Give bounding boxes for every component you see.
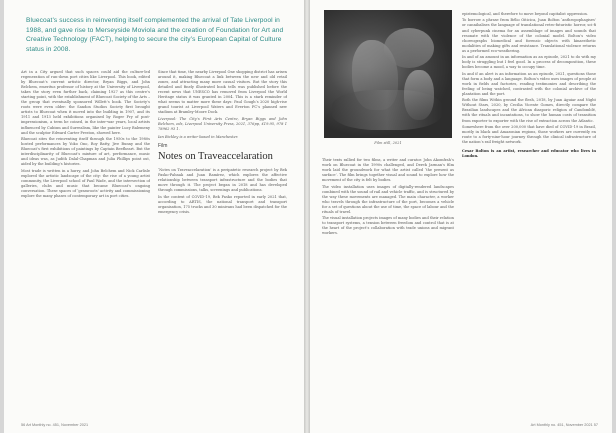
paragraph: Both the films Within ground the flesh, 2018, by Juan Aguiar and Night Without Stars, 2020, by Cecilia Vicente Gomes, directly compare the Brazilian landscapes and the African diasporic religion of Candomblé, with the rituals and incantations, to show the human costs of transition from exporter to exporter with the rise of extraction across the Atlantic.	[462, 98, 596, 123]
paragraph: In and of an amount in an information as an episode, 2021 to do with my body is struggling but I feel good. In a process of decomposition, these bodies become a mood, a way to occupy time.	[462, 55, 596, 70]
paragraph: In and if an alert is an information as an episode, 2021, questions those that form a body and a language. Bolton’s video uses images of people at work in fields and factories, reading testimonies and describing the feeling of being watched, contrasted with the colonial archive of the plantation and the port.	[462, 71, 596, 96]
article-headline: Notes on Traveaccelaration	[158, 151, 273, 163]
paragraph: Their texts rallied for two films, a writer and curator. John Akomfrah’s work on Bluecoat in the 1990s challenged, and Derek Jarman’s film work laid the groundwork for what the artist called ‘the present as surface’. The film brings together visual and sound to explore how the movement of the city is felt by bodies.	[322, 158, 454, 183]
right-column-1	[322, 158, 454, 420]
paragraph: Since that time, the nearby Liverpool One shopping district has arisen around it, making Bluecoat a link between the new and old retail zones, and attracting many more casual visitors. But the story this detailed and finely illustrated book tells was published before the recent news that UNESCO has removed from Liverpool the World Heritage status it was granted in 2004. This is a stark reminder of what seems to matter more these days: Paul Gough’s 2020 high-rise grand tourist at Liverpool Waters and Everton FC’s planned new stadium at Bramley-Moore Dock.	[158, 70, 287, 115]
paragraph: To borrow a phrase from Bélio Oiticica, Juan Bolton ‘anthropophagises’ or cannibalises the language of translational retro-futuristic horror, sci-fi and cyberpunk cinema for an assemblage of images and sounds that resonate with the violence of the colonial model. Bolton’s video choreographs biomedical and forensic objects with kinaesthetic modalities of making gifts and resistance. Translational violence returns as a performed eco-weathering.	[462, 18, 596, 53]
page-footer: Art Monthly no. 451, November 2021 57	[530, 423, 598, 427]
paragraph: Bluecoat sites the reinventing itself through the 1950s to the 1980s hosted performances by Yoko Ono, Roy Batty, Jive Bunny and the Bluecoat’s first exhibitions of paintings by Captain Beefheart. But the interdisciplinarity of Bluecoat’s mixture of art, performance, music and ideas was, as Judith Dalal-Chapman and Julia Phillips point out, aided by the building’s histories.	[21, 137, 150, 167]
paragraph: The video installation uses images of digitally-rendered landscapes combined with the sound of rail and vehicle traffic, and is structured by the way these movements are managed. The main character, a worker who travels through the infrastructure of the port, becomes a vehicle for a set of questions about the use of time, the space of labour and the rituals of travel.	[322, 184, 454, 214]
film-still-image	[324, 10, 452, 138]
paragraph: Most trade is written in a hurry, and John Belchem and Nick Carlisle explored the artistic landscape of the city: the rise of a young artist community, the Liverpool school of Paul Wade, and the intersection of galleries, clubs and music that became Bluecoat’s ongoing conversation. These spaces of ‘grassroots’ activity and commissioning explore the many phases of contemporary art in port cities.	[21, 168, 150, 198]
paragraph: In the context of COVID-19, Bek Pasko reported in early 2021 that, according to ARTIS, the national transport and transport organisation, 175 trucks and 30 minivans had been dispatched for the emergency crisis.	[158, 194, 287, 214]
paragraph: The visual installation projects images of many bodies and their relation to transport systems, a tension between freedom and control that is at the heart of the project’s collaboration with trade unions and migrant workers.	[322, 216, 454, 236]
author-byline: Ian Bickley is a writer based in Manchester.	[158, 134, 239, 139]
paragraph: Somewhere from the over 200,000 that have died of COVID-19 in Brazil, mostly in black and Amazonian regions, those workers are currently en route to a forty-nine-hour journey through the clinical infrastructure of the nation’s rail freight network.	[462, 124, 596, 145]
book-credit: Liverpool: The City’s First Arts Centre, Bryan Biggs and John Belchem, eds, Liverpool University Press, 2021, 376pp, £19.95, 978 1 78962 93 1.	[158, 116, 287, 131]
author-bio: Cesar Bolton is an artist, researcher and educator who lives in London.	[462, 149, 596, 159]
section-label: Film	[158, 143, 168, 149]
paragraph: ‘Notes on Traveaccelaration’ is a peripatetic research project by Bek Pasko-Pahnak and Juan Ramírez, which explores the affective relationship between transport infrastructure and the bodies that move through it. The project began in 2018 and has developed through commissions, talks, screenings and publications.	[158, 168, 287, 193]
page-footer: 56 Art Monthly no. 451, November 2021	[21, 423, 89, 427]
intro-standfirst: Bluecoat’s success in reinventing itself complemented the arrival of Tate Liverpool in 1988, and gave rise to Merseyside Moviola and the creation of Foundation for Art and Creative Technology (FACT), helping to secure the city’s European Capital of Culture status in 2008.	[26, 17, 284, 53]
right-page	[310, 0, 612, 433]
right-column-2	[462, 12, 596, 420]
left-column-1	[21, 70, 150, 420]
paragraph: Art in a City argued that such spaces could aid the culture-led regeneration of run-down port cities like Liverpool. This book, edited by Bluecoat’s current artistic director, Bryan Biggs, and John Belchem, emeritus professor of history at the University of Liverpool, takes the story even further back, claiming 1927 as this centre’s starting point, with the establishment of Bluecoat Society of the Arts – the group that eventually sponsored Willett’s book. The Society’s roots were even older: the Sandon Studios Society first brought artists to Bluecoat when it moved into the building in 1907, and its 1911 and 1913 held exhibitions organised by Roger Fry of post-impressionism, a term he coined, in the inter-war years, local artists influenced by Cubism and Surrealism, like the painter Lucy Balemeny and the sculptor Edward Carter Preston, showed here.	[21, 70, 150, 135]
left-page	[4, 0, 304, 433]
left-column-2	[158, 70, 287, 420]
image-caption: Film still, 2021	[374, 141, 402, 145]
paragraph: epistemological, and therefore to move beyond capitalist oppression.	[462, 12, 589, 16]
